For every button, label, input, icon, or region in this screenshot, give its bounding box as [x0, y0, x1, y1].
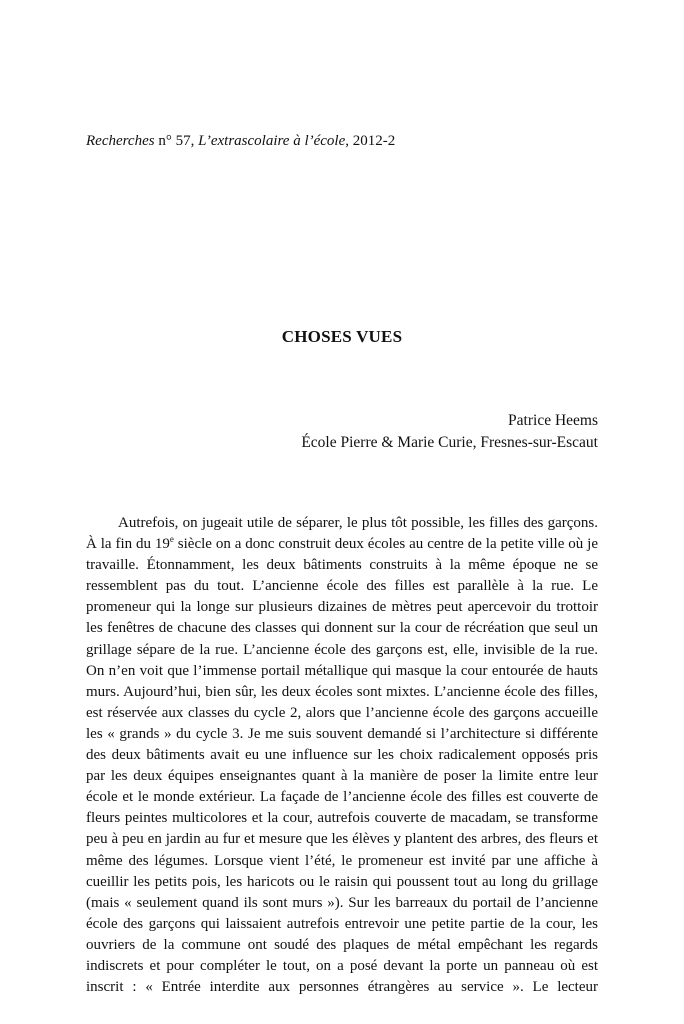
body-line: école et le monde extérieur. La façade de l’ancienne école des filles est couverte de [86, 789, 598, 806]
issue-year: , 2012-2 [345, 133, 396, 149]
body-line: À la fin du 19e siècle on a donc construit deux écoles au centre de la petite ville où je [86, 534, 598, 553]
article-body [86, 513, 598, 998]
body-line: les « grands » du cycle 3. Je me suis souvent demandé si l’architecture si différente [86, 725, 598, 742]
body-line: travaille. Étonnamment, les deux bâtiments construits à la même époque ne se [86, 557, 598, 574]
body-line: (mais « seulement quand ils sont murs »). Sur les barreaux du portail de l’ancienne [86, 894, 598, 911]
body-line: par les deux équipes enseignantes quant à la manière de poser la limite entre leur [86, 768, 598, 785]
body-line: On n’en voit que l’immense portail métallique qui masque la cour entourée de hauts [86, 662, 598, 679]
body-line: cueillir les petits pois, les haricots ou le raisin qui poussent tout au long du grillage [86, 873, 598, 890]
author-affiliation: École Pierre & Marie Curie, Fresnes-sur-Escaut [301, 434, 598, 451]
body-line: ressemblent pas du tout. L’ancienne école des filles est parallèle à la rue. Le [86, 578, 598, 595]
issue-title: L’extrascolaire à l’école [198, 133, 346, 149]
body-line: fleurs peintes multicolores et la cour, autrefois couverte de macadam, se transforme [86, 810, 598, 827]
body-line: indiscrets et pour compléter le tout, on a posé devant la porte un panneau où est [86, 957, 598, 974]
article-title: CHOSES VUES [281, 327, 403, 346]
superscript: e [169, 534, 174, 545]
body-line: des deux bâtiments avait eu une influence sur les choix radicalement opposés pris [86, 747, 598, 764]
author-name: Patrice Heems [508, 412, 598, 429]
body-line: les fenêtres de chacune des classes qui donnent sur la cour de récréation que seul un [86, 620, 598, 637]
body-line: ouvriers de la commune ont soudé des plaques de métal empêchant les regards [86, 936, 598, 953]
body-line: école des garçons qui laissaient autrefois entrevoir une petite partie de la cour, les [86, 915, 598, 932]
journal-number: n° 57, [154, 133, 199, 149]
journal-header [86, 131, 395, 151]
body-line: inscrit : « Entrée interdite aux personnes étrangères au service ». Le lecteur [86, 979, 598, 996]
body-line: même des légumes. Lorsque vient l’été, le promeneur est invité par une affiche à [86, 852, 598, 869]
journal-name: Recherches [86, 133, 155, 149]
body-line: promeneur qui la longe sur plusieurs dizaines de mètres peut apercevoir du trottoir [86, 599, 598, 616]
byline [301, 410, 598, 454]
body-line: grillage sépare de la rue. L’ancienne école des garçons est, elle, invisible de la rue. [86, 641, 598, 658]
body-line: est réservée aux classes du cycle 2, alors que l’ancienne école des garçons accueille [86, 704, 598, 721]
body-line: Autrefois, on jugeait utile de séparer, le plus tôt possible, les filles des garçons. [118, 515, 598, 531]
body-line: peu à peu en jardin au fur et mesure que les élèves y plantent des arbres, des fleurs et [86, 831, 598, 848]
body-line: murs. Aujourd’hui, bien sûr, les deux écoles sont mixtes. L’ancienne école des filles, [86, 683, 598, 700]
